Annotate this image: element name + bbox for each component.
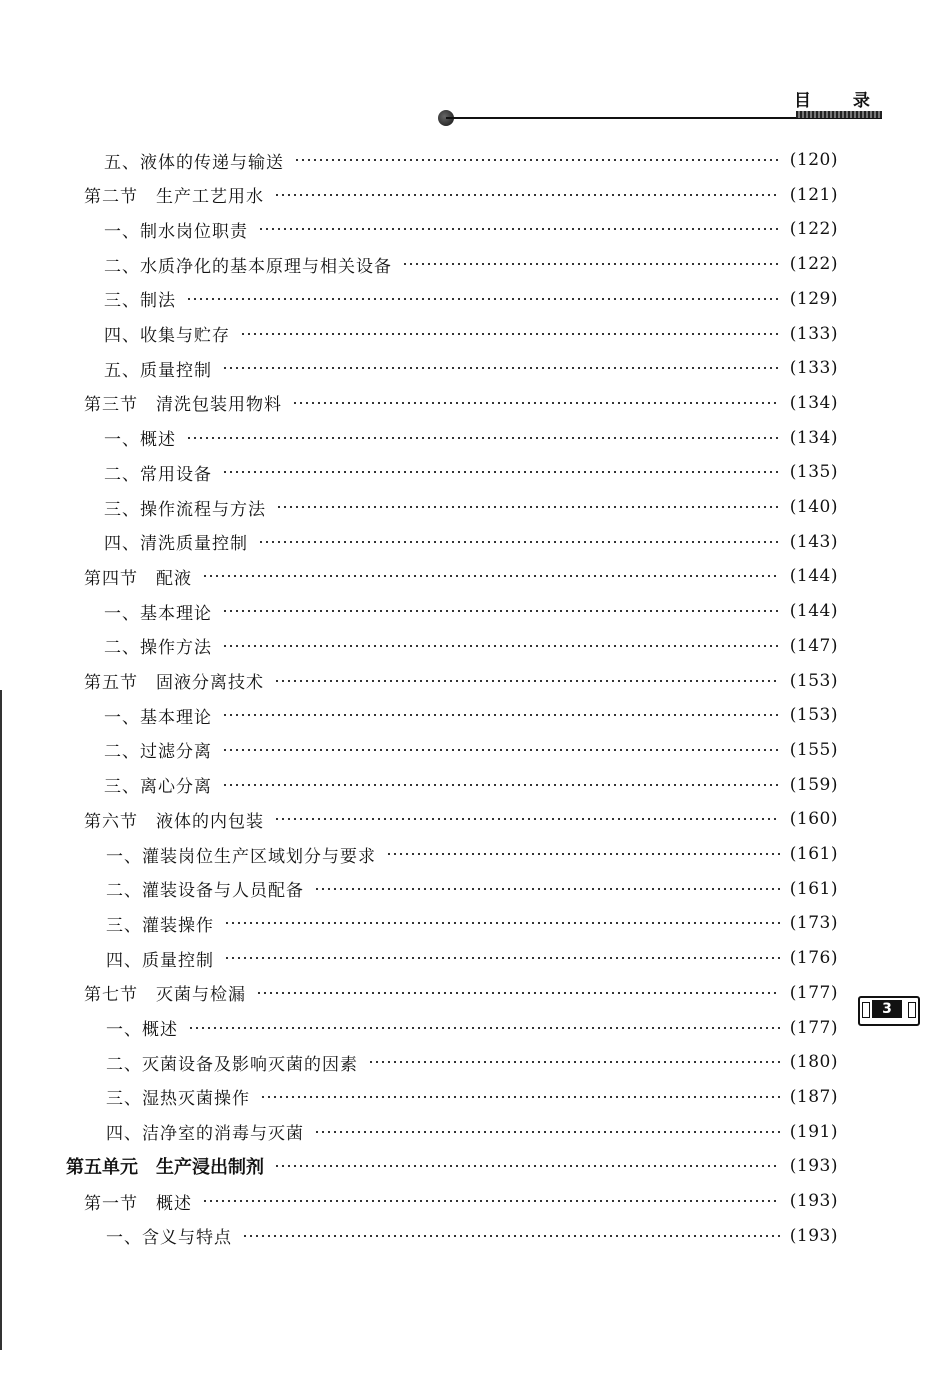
toc-entry-title: 二、过滤分离 <box>104 742 212 763</box>
toc-entry[interactable] <box>104 456 838 488</box>
toc-entry-page: (140) <box>789 497 838 517</box>
toc-leader-dots <box>202 1200 780 1202</box>
toc-leader-dots <box>222 367 780 369</box>
toc-leader-dots <box>222 784 780 786</box>
toc-entry[interactable] <box>84 1185 838 1217</box>
toc-leader-dots <box>202 575 780 577</box>
toc-entry[interactable] <box>84 560 838 592</box>
toc-entry[interactable] <box>106 942 838 974</box>
toc-entry[interactable] <box>106 1046 838 1078</box>
toc-entry-title: 第三节 清洗包装用物料 <box>84 395 282 416</box>
toc-entry-page: (122) <box>789 219 838 240</box>
toc-entry-page: (180) <box>789 1052 838 1073</box>
toc-entry-title: 第一节 概述 <box>84 1193 192 1214</box>
toc-entry-title: 一、概述 <box>104 430 176 451</box>
toc-entry[interactable] <box>106 873 838 905</box>
toc-entry-page: (160) <box>789 809 838 830</box>
toc-entry-page: (133) <box>789 323 838 344</box>
toc-entry[interactable] <box>104 595 838 627</box>
toc-entry[interactable] <box>106 1116 838 1148</box>
toc-leader-dots <box>242 1235 780 1237</box>
toc-leader-dots <box>258 541 780 543</box>
toc-leader-dots <box>260 1096 780 1098</box>
toc-entry-page: (193) <box>789 1225 838 1246</box>
toc-entry[interactable] <box>84 179 838 211</box>
toc-entry-page: (177) <box>789 982 838 1003</box>
tab-left-notch <box>862 1002 870 1018</box>
left-margin-line <box>0 690 2 1350</box>
toc-leader-dots <box>224 957 780 959</box>
toc-entry-page: (143) <box>789 531 838 552</box>
toc-entry[interactable] <box>106 1220 838 1252</box>
toc-entry-title: 第五单元 生产浸出制剂 <box>66 1157 264 1179</box>
toc-entry-title: 二、常用设备 <box>104 464 212 485</box>
toc-leader-dots <box>224 922 780 924</box>
toc-entry-title: 五、质量控制 <box>104 360 212 381</box>
toc-entry[interactable] <box>104 491 838 523</box>
toc-leader-dots <box>368 1061 780 1063</box>
toc-leader-dots <box>186 298 780 300</box>
toc-entry-page: (161) <box>789 878 838 899</box>
toc-entry-title: 三、灌装操作 <box>106 915 214 936</box>
toc-entry-title: 三、离心分离 <box>104 777 212 798</box>
toc-entry-page: (144) <box>789 566 838 587</box>
toc-entry-page: (159) <box>789 774 838 795</box>
toc-entry[interactable] <box>106 1012 838 1044</box>
toc-entry-title: 第二节 生产工艺用水 <box>84 187 264 208</box>
toc-entry-title: 二、水质净化的基本原理与相关设备 <box>104 256 392 277</box>
toc-entry-title: 第七节 灭菌与检漏 <box>84 985 246 1006</box>
toc-entry-title: 四、质量控制 <box>106 950 214 971</box>
toc-entry-page: (176) <box>789 948 838 969</box>
toc-entry[interactable] <box>104 318 838 350</box>
toc-entry-title: 第四节 配液 <box>84 568 192 589</box>
header-hatched-bar <box>796 111 882 118</box>
toc-entry-page: (193) <box>789 1191 838 1211</box>
toc-entry-title: 三、操作流程与方法 <box>104 499 266 520</box>
toc-entry[interactable] <box>104 248 838 280</box>
toc-entry[interactable] <box>84 665 838 697</box>
toc-leader-dots <box>274 680 780 682</box>
toc-entry[interactable] <box>104 213 838 245</box>
toc-entry[interactable] <box>84 977 838 1009</box>
toc-entry-page: (177) <box>789 1017 838 1038</box>
toc-entry-title: 三、湿热灭菌操作 <box>106 1089 250 1110</box>
toc-entry-page: (153) <box>789 670 838 691</box>
toc-entry-title: 三、制法 <box>104 291 176 312</box>
toc-leader-dots <box>274 1165 780 1167</box>
toc-leader-dots <box>314 888 780 890</box>
toc-entry-title: 第五节 固液分离技术 <box>84 673 264 693</box>
toc-leader-dots <box>222 471 780 473</box>
toc-entry-page: (155) <box>789 739 838 760</box>
toc-entry[interactable] <box>106 1081 838 1113</box>
toc-leader-dots <box>222 610 780 612</box>
page-number-tab <box>858 996 920 1026</box>
toc-leader-dots <box>294 159 780 161</box>
tab-right-notch <box>908 1002 916 1018</box>
toc-entry[interactable] <box>84 387 838 419</box>
toc-entry-page: (133) <box>789 358 838 379</box>
toc-entry-title: 五、液体的传递与输送 <box>104 152 284 173</box>
toc-entry-title: 一、制水岗位职责 <box>104 221 248 242</box>
toc-leader-dots <box>292 402 780 404</box>
toc-entry-page: (121) <box>789 184 838 205</box>
toc-entry-title: 第六节 液体的内包装 <box>84 811 264 832</box>
toc-entry-page: (161) <box>789 844 838 864</box>
toc-leader-dots <box>222 645 780 647</box>
toc-entry[interactable] <box>104 734 838 766</box>
toc-entry[interactable] <box>104 144 838 176</box>
toc-entry[interactable] <box>84 803 838 835</box>
toc-entry-title: 一、基本理论 <box>104 707 212 728</box>
toc-leader-dots <box>256 992 780 994</box>
toc-entry-page: (122) <box>789 254 838 275</box>
toc-entry[interactable] <box>104 352 838 384</box>
toc-entry-title: 一、概述 <box>106 1020 178 1040</box>
toc-leader-dots <box>222 749 780 751</box>
page-number: 3 <box>872 1000 902 1018</box>
toc-entry-title: 四、收集与贮存 <box>104 326 230 346</box>
toc-leader-dots <box>186 437 780 439</box>
toc-entry-title: 四、洁净室的消毒与灭菌 <box>106 1124 304 1145</box>
toc-entry-title: 一、灌装岗位生产区域划分与要求 <box>106 846 376 867</box>
toc-entry[interactable] <box>104 422 838 454</box>
toc-leader-dots <box>274 818 780 820</box>
toc-leader-dots <box>314 1131 780 1133</box>
toc-leader-dots <box>274 194 780 196</box>
toc-entry-title: 四、清洗质量控制 <box>104 534 248 555</box>
toc-entry-page: (129) <box>789 288 838 309</box>
toc-leader-dots <box>386 853 780 855</box>
toc-entry-title: 一、含义与特点 <box>106 1228 232 1249</box>
toc-entry-title: 二、操作方法 <box>104 638 212 659</box>
toc-entry[interactable] <box>106 907 838 939</box>
toc-entry-page: (193) <box>789 1156 838 1177</box>
toc-entry-page: (134) <box>789 392 838 413</box>
toc-entry[interactable] <box>104 526 838 558</box>
toc-entry[interactable] <box>104 630 838 662</box>
toc-entry[interactable] <box>104 699 838 731</box>
toc-entry-page: (147) <box>789 635 838 656</box>
toc-leader-dots <box>188 1027 780 1029</box>
toc-entry-page: (153) <box>789 705 838 726</box>
toc-entry-page: (135) <box>789 462 838 483</box>
toc-entry-page: (187) <box>789 1086 838 1107</box>
toc-entry-page: (134) <box>789 427 838 448</box>
toc-leader-dots <box>276 506 780 508</box>
toc-entry-page: (120) <box>789 150 838 170</box>
toc-entry-title: 二、灭菌设备及影响灭菌的因素 <box>106 1054 358 1075</box>
toc-entry-page: (173) <box>789 913 838 934</box>
toc-leader-dots <box>402 263 780 265</box>
toc-entry[interactable] <box>104 769 838 801</box>
toc-entry[interactable] <box>104 283 838 315</box>
toc-leader-dots <box>240 333 780 335</box>
toc-entry[interactable] <box>66 1150 838 1182</box>
toc-leader-dots <box>222 714 780 716</box>
toc-entry-page: (191) <box>789 1121 838 1142</box>
toc-entry[interactable] <box>106 838 838 870</box>
running-header-title: 目 录 <box>794 91 888 111</box>
toc-entry-title: 二、灌装设备与人员配备 <box>106 881 304 902</box>
toc-entry-page: (144) <box>789 601 838 622</box>
toc-entry-title: 一、基本理论 <box>104 603 212 624</box>
toc-leader-dots <box>258 228 780 230</box>
